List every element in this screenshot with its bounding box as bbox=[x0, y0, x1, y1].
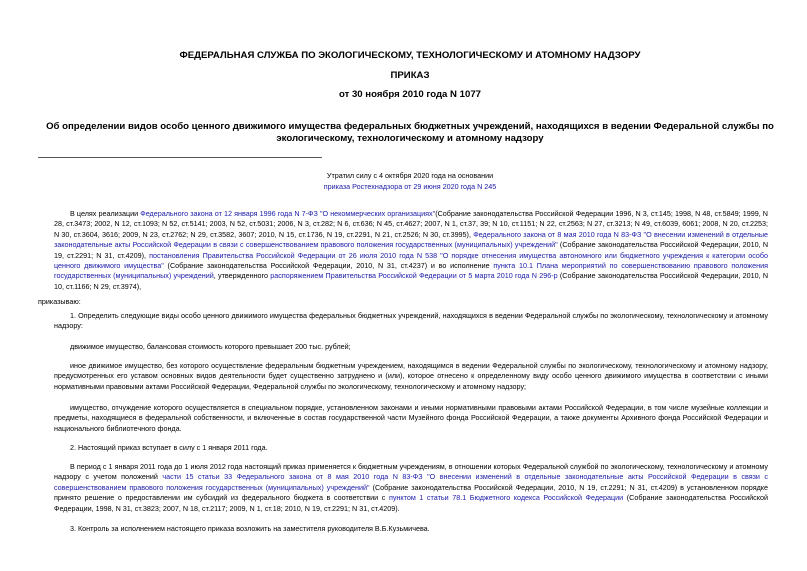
order-word: приказываю: bbox=[38, 297, 81, 306]
transition-text-2: (Собрание законодательства Российской Федерации, 2010, N 19, ст.2291; N 31, ст.4209) в установленном порядке принято решение о предоставлении им субсидий из федерального бюджета в соответствии с bbox=[54, 482, 768, 503]
annulment-note: Утратил силу с 4 октября 2020 года на основании bbox=[326, 171, 494, 180]
item-1-property-threshold: движимое имущество, балансовая стоимость которого превышает 200 тыс. рублей; bbox=[70, 342, 351, 351]
transition-text-3: (Собрание законодательства Российской Федерации, 1998, N 31, ст.3823; 2007, N 18, ст.2117; 2009, N 1, ст.18; 2010, N 19, ст.2291; N 31, ст.4209). bbox=[54, 493, 769, 513]
title-line-1: Об определении видов особо ценного движимого имущества федеральных бюджетных учреждений, находящихся в ведении Федеральной службы по bbox=[46, 121, 774, 132]
article-33-link[interactable]: части 15 статьи 33 Федерального закона от 8 мая 2010 года N 83-ФЗ "О внесении изменений в отдельные законодательные акты Российской Федерации в связи с совершенствованием правового положения государственных (муниципальных) учреждений" bbox=[54, 472, 768, 492]
plan-item-10-1-link[interactable]: пункта 10.1 Плана мероприятий по совершенствованию правового положения государственных (муниципальных) учреждений bbox=[54, 261, 768, 281]
item-2: 2. Настоящий приказ вступает в силу с 1 января 2011 года. bbox=[70, 443, 268, 452]
divider-line bbox=[38, 157, 322, 158]
item-1-special-property: имущество, отчуждение которого осуществляется в специальном порядке, установленном законами и иными нормативными правовыми актами Российской Федерации, в том числе музейные коллекции и предметы, находящиеся в федеральной собственности, и включенные в состав государственной части Музейного фонда Российской Федерации, а также документы Архивного фонда Российской Федерации и национального библиотечного фонда. bbox=[54, 403, 768, 433]
preamble-text-4: (Собрание законодательства Российской Федерации, 2010, N 31, ст.4237) и во исполнение bbox=[163, 261, 494, 271]
item-1: 1. Определить следующие виды особо ценного движимого имущества федеральных бюджетных учреждений, находящихся в ведении Федеральной службы по экологическому, технологическому и атомному надзору: bbox=[54, 311, 768, 331]
preamble-text-1: В целях реализации bbox=[70, 209, 141, 218]
item-1-other-property: иное движимое имущество, без которого осуществление федеральным бюджетным учреждением, находящимся в ведении Федеральной службы по экологическому, технологическому и атомному надзору, предусмотренных его уставом основных видов деятельности будет существенно затруднено и (или), которое отнесено к определенному виду особо ценного движимого имущества в соответствии с иными нормативными правовыми актами Российской Федерации, Федеральной службы по экологическому, технологическому и атомному надзору; bbox=[54, 361, 768, 391]
preamble-text-3: (Собрание законодательства Российской Федерации, 2010, N 19, ст.2291; N 31, ст.4209), bbox=[54, 240, 769, 260]
doc-type-heading: ПРИКАЗ bbox=[390, 70, 430, 81]
preamble-paragraph bbox=[54, 209, 768, 292]
agency-heading: ФЕДЕРАЛЬНАЯ СЛУЖБА ПО ЭКОЛОГИЧЕСКОМУ, ТЕХНОЛОГИЧЕСКОМУ И АТОМНОМУ НАДЗОРУ bbox=[179, 50, 641, 61]
preamble-text-5: , утвержденного bbox=[213, 271, 271, 281]
annulment-link[interactable]: приказа Ростехнадзора от 29 июня 2020 года N 245 bbox=[323, 182, 497, 191]
law-7fz-link[interactable]: Федерального закона от 12 января 1996 года N 7-ФЗ "О некоммерческих организациях" bbox=[140, 209, 436, 218]
title-line-2: экологическому, технологическому и атомному надзору bbox=[276, 133, 544, 144]
budget-code-link[interactable]: пунктом 1 статьи 78.1 Бюджетного кодекса Российской Федерации bbox=[388, 493, 624, 503]
order-296r-link[interactable]: распоряжением Правительства Российской Федерации от 5 марта 2010 года N 296-р bbox=[270, 271, 558, 281]
item-3: 3. Контроль за исполнением настоящего приказа возложить на заместителя руководителя В.Б.Кузьмичева. bbox=[70, 524, 430, 533]
law-83fz-link[interactable]: Федерального закона от 8 мая 2010 года N 83-ФЗ "О внесении изменений в отдельные законодательные акты Российской Федерации в связи с совершенствованием правового положения государственных (муниципальных) учреждений" bbox=[54, 229, 768, 250]
date-number-heading: от 30 ноября 2010 года N 1077 bbox=[338, 89, 481, 100]
transition-paragraph bbox=[54, 462, 768, 514]
preamble-text-2: (Собрание законодательства Российской Федерации 1996, N 3, ст.145; 1998, N 48, ст.5849; 1999, N 28, ст.3473; 2002, N 12, ст.1093; N 52, ст.5141; 2003, N 52, ст.5031; 2006, N 3, ст.282; N 6, ст.636; N 45, ст.4627; 2007, N 1, ст.37, 39; N 10, ст.1151; N 22, ст.2563; N 27, ст.3213; N 49, ст.6039, 6061; 2008, N 20, ст.2253; N 30, ст.3604, 3616; 2009, N 23, ст.2762; N 29, ст.3582, 3607; 2010, N 15, ст.1736, N 19, ст.2291, N 21, ст.2526; N 30, ст.3995), bbox=[54, 209, 768, 239]
resolution-538-link[interactable]: постановления Правительства Российской Федерации от 26 июля 2010 года N 538 "О порядке отнесения имущества автономного или бюджетного учреждения к категории особо ценного движимого имущества" bbox=[54, 250, 768, 271]
preamble-text-6: (Собрание законодательства Российской Федерации, 2010, N 10, ст.1166; N 29, ст.3974), bbox=[54, 271, 769, 291]
transition-text-1: В период с 1 января 2011 года до 1 июля 2012 года настоящий приказ применяется к бюджетным учреждениям, в отношении которых Федеральной службой по экологическому, технологическому и атомному надзору с учетом положений bbox=[54, 462, 768, 482]
